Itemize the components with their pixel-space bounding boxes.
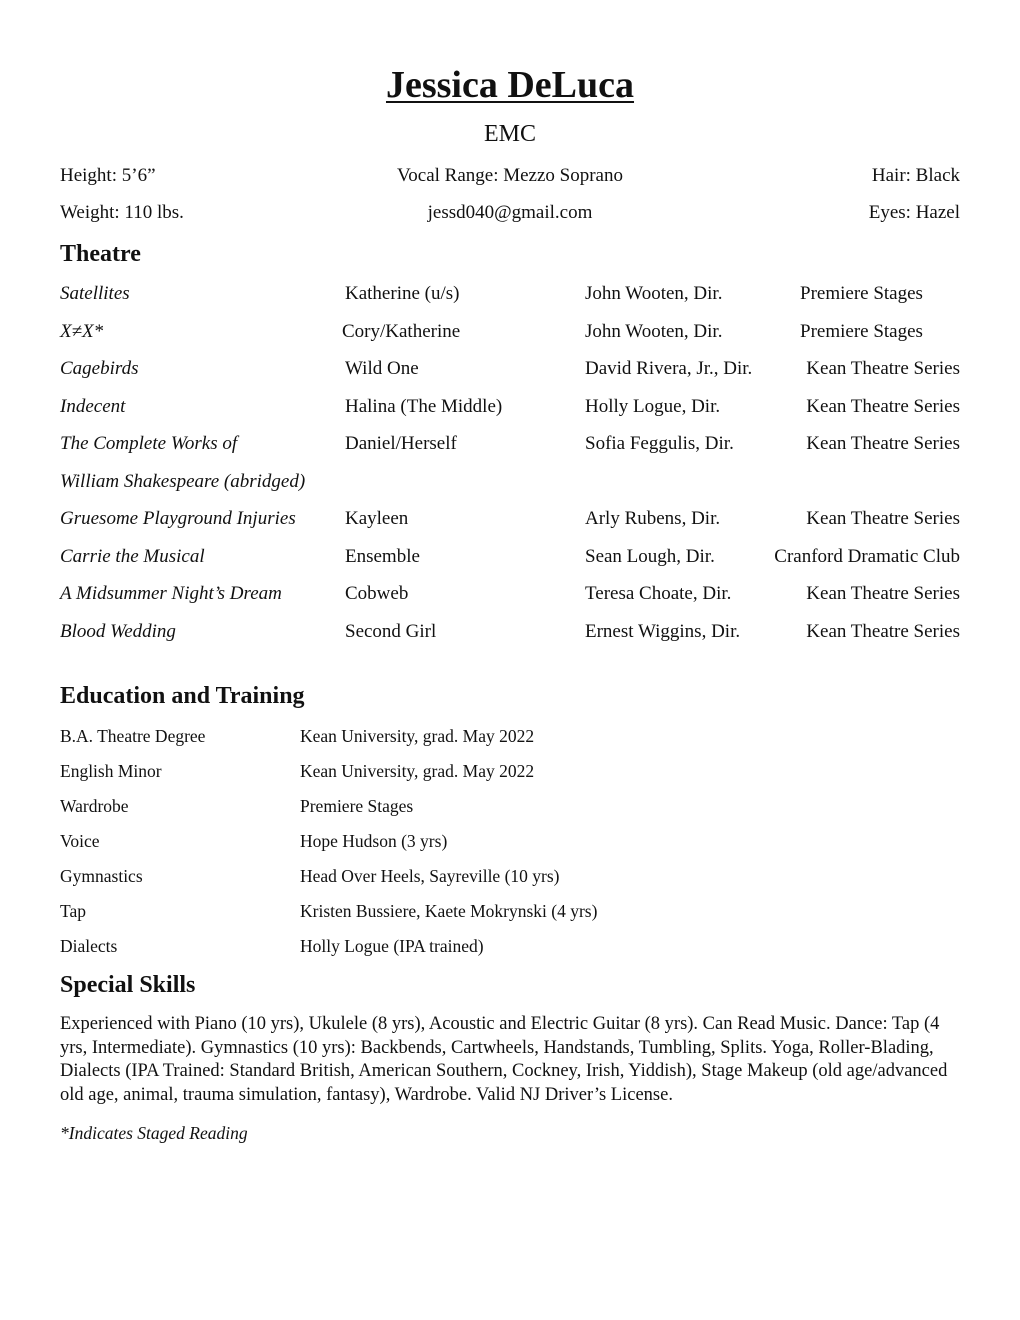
show-title: Cagebirds — [60, 358, 139, 379]
company-name: Kean Theatre Series — [806, 433, 960, 454]
training-subject: Dialects — [60, 936, 118, 956]
training-detail: Hope Hudson (3 yrs) — [300, 831, 448, 851]
training-detail: Kean University, grad. May 2022 — [300, 761, 535, 781]
staged-reading-footnote: *Indicates Staged Reading — [60, 1123, 248, 1143]
email-info: jessd040@gmail.com — [427, 202, 593, 223]
show-title: Gruesome Playground Injuries — [60, 508, 296, 529]
company-name: Kean Theatre Series — [806, 508, 960, 529]
height-info: Height: 5’6” — [60, 165, 156, 186]
theatre-heading: Theatre — [60, 241, 141, 267]
page-title — [0, 62, 1020, 108]
company-name: Kean Theatre Series — [806, 358, 960, 379]
show-title: Satellites — [60, 283, 130, 304]
role-name: Katherine (u/s) — [345, 283, 460, 304]
director-name: Ernest Wiggins, Dir. — [585, 621, 741, 642]
company-name: Kean Theatre Series — [806, 621, 960, 642]
director-name: David Rivera, Jr., Dir. — [585, 358, 753, 379]
show-title: William Shakespeare (abridged) — [60, 471, 306, 492]
union-affiliation: EMC — [483, 121, 536, 147]
role-name: Daniel/Herself — [345, 433, 457, 454]
training-detail: Kean University, grad. May 2022 — [300, 726, 535, 746]
training-subject: Wardrobe — [60, 796, 129, 816]
role-name: Wild One — [345, 358, 419, 379]
director-name: Sean Lough, Dir. — [585, 546, 715, 567]
skills-text: Experienced with Piano (10 yrs), Ukulele (8 yrs), Acoustic and Electric Guitar (8 yrs). Can Read Music. Dance: Tap (4 yrs, Intermediate). Gymnastics (10 yrs): Backbends, Cartwheels, Handstands, Tumbling, Splits. Yoga, Roller-Blading, Dialects (IPA Trained: Standard British, American Southern, Cockney, Irish, Yiddish), Stage Makeup (old age/advanced old age, animal, trauma simulation, fantasy), Wardrobe. Valid NJ Driver’s License. — [60, 1014, 948, 1105]
director-name: Teresa Choate, Dir. — [585, 583, 732, 604]
company-name: Kean Theatre Series — [806, 396, 960, 417]
weight-info: Weight: 110 lbs. — [60, 202, 184, 223]
vocal-range-info: Vocal Range: Mezzo Soprano — [396, 165, 623, 186]
role-name: Kayleen — [345, 508, 409, 529]
director-name: Holly Logue, Dir. — [585, 396, 721, 417]
show-title: Indecent — [60, 396, 126, 417]
actor-name: Jessica DeLuca — [385, 64, 635, 106]
role-name: Second Girl — [345, 621, 437, 642]
director-name: Sofia Feggulis, Dir. — [585, 433, 734, 454]
role-name: Cory/Katherine — [342, 321, 461, 342]
show-title: Carrie the Musical — [60, 546, 205, 567]
company-name: Premiere Stages — [800, 283, 923, 304]
director-name: John Wooten, Dir. — [585, 321, 723, 342]
training-subject: Tap — [60, 901, 86, 921]
show-title: The Complete Works of — [60, 433, 238, 454]
training-subject: English Minor — [60, 761, 162, 781]
company-name: Kean Theatre Series — [806, 583, 960, 604]
eyes-info: Eyes: Hazel — [868, 202, 960, 223]
show-title: Blood Wedding — [60, 621, 176, 642]
training-detail: Head Over Heels, Sayreville (10 yrs) — [300, 866, 560, 886]
education-heading: Education and Training — [60, 683, 305, 709]
skills-heading: Special Skills — [60, 972, 196, 998]
training-detail: Holly Logue (IPA trained) — [300, 936, 484, 956]
training-detail: Kristen Bussiere, Kaete Mokrynski (4 yrs) — [300, 901, 598, 921]
role-name: Ensemble — [345, 546, 420, 567]
training-subject: Voice — [60, 831, 100, 851]
director-name: Arly Rubens, Dir. — [585, 508, 721, 529]
company-name: Premiere Stages — [800, 321, 923, 342]
hair-info: Hair: Black — [871, 165, 960, 186]
director-name: John Wooten, Dir. — [585, 283, 723, 304]
role-name: Cobweb — [345, 583, 409, 604]
training-subject: Gymnastics — [60, 866, 143, 886]
company-name: Cranford Dramatic Club — [774, 546, 960, 567]
role-name: Halina (The Middle) — [345, 396, 503, 417]
show-title: A Midsummer Night’s Dream — [60, 583, 282, 604]
training-subject: B.A. Theatre Degree — [60, 726, 206, 746]
training-detail: Premiere Stages — [300, 796, 414, 816]
show-title: X≠X* — [60, 321, 104, 342]
